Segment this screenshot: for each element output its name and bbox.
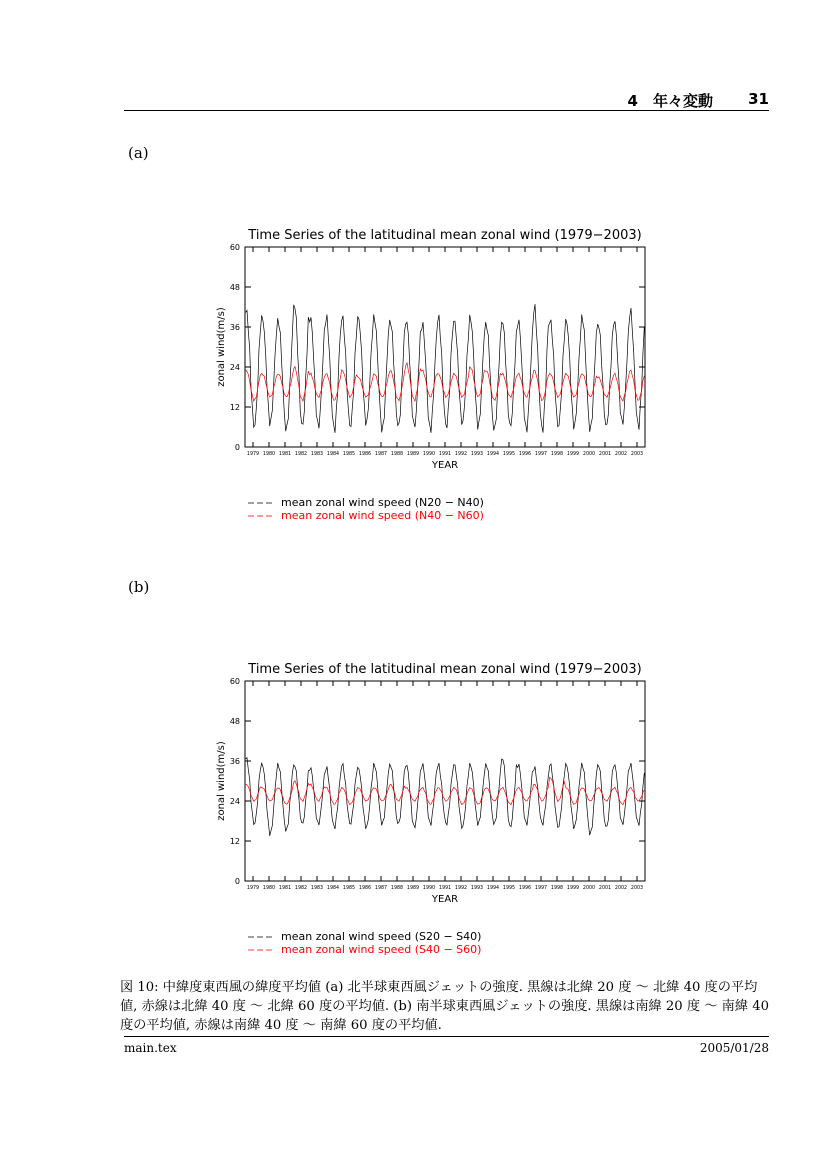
x-tick-label: 1993 bbox=[470, 886, 484, 891]
x-tick-label: 1984 bbox=[326, 886, 340, 891]
x-tick-label: 1986 bbox=[358, 886, 372, 891]
y-tick-label: 0 bbox=[234, 877, 240, 886]
x-tick-label: 1999 bbox=[566, 452, 580, 457]
x-tick-label: 1992 bbox=[454, 886, 468, 891]
x-tick-label: 2001 bbox=[598, 452, 612, 457]
y-tick-label: 60 bbox=[229, 677, 240, 686]
x-tick-label: 1981 bbox=[278, 886, 292, 891]
page-number: 31 bbox=[748, 90, 769, 108]
x-tick-label: 2002 bbox=[614, 886, 628, 891]
x-tick-label: 1993 bbox=[470, 452, 484, 457]
y-tick-label: 36 bbox=[229, 323, 240, 332]
x-tick-label: 1979 bbox=[246, 886, 260, 891]
x-tick-label: 1990 bbox=[422, 452, 436, 457]
x-tick-label: 1985 bbox=[342, 452, 356, 457]
figure-caption: 図 10: 中緯度東西風の緯度平均値 (a) 北半球東西風ジェットの強度. 黒線は北緯 20 度 〜 北緯 40 度の平均値, 赤線は北緯 40 度 〜 北緯 60 度の平均値. (b) 南半球東西風ジェットの強度. 黒線は南緯 20 度 〜 南緯 40 度の平均値, 赤線は南緯 40 度 〜 南緯 60 度の平均値. bbox=[120, 980, 769, 1033]
panel-label-b: (b) bbox=[128, 578, 150, 596]
x-tick-label: 1991 bbox=[438, 452, 452, 457]
x-tick-label: 1985 bbox=[342, 886, 356, 891]
x-tick-label: 1992 bbox=[454, 452, 468, 457]
x-tick-label: 2000 bbox=[582, 452, 596, 457]
x-tick-label: 1980 bbox=[262, 886, 276, 891]
y-tick-label: 48 bbox=[229, 283, 240, 292]
x-tick-label: 1996 bbox=[518, 886, 532, 891]
x-tick-label: 1980 bbox=[262, 452, 276, 457]
x-tick-label: 1983 bbox=[310, 886, 324, 891]
y-axis-label: zonal wind(m/s) bbox=[216, 741, 227, 821]
legend-label: mean zonal wind speed (S20 − S40) bbox=[281, 930, 482, 943]
x-tick-label: 1987 bbox=[374, 452, 388, 457]
y-tick-label: 0 bbox=[234, 443, 240, 452]
panel-label-a: (a) bbox=[128, 144, 149, 162]
series-line-black bbox=[246, 758, 645, 836]
footer-date: 2005/01/28 bbox=[699, 1041, 769, 1055]
x-tick-label: 1998 bbox=[550, 886, 564, 891]
x-tick-label: 1989 bbox=[406, 886, 420, 891]
chapter-title: 4 年々変動 bbox=[627, 92, 713, 110]
x-tick-label: 2000 bbox=[582, 886, 596, 891]
y-tick-label: 24 bbox=[229, 363, 240, 372]
x-tick-label: 1994 bbox=[486, 452, 500, 457]
x-tick-label: 1994 bbox=[486, 886, 500, 891]
x-axis-label: YEAR bbox=[431, 460, 459, 471]
x-tick-label: 1997 bbox=[534, 886, 548, 891]
x-tick-label: 2003 bbox=[630, 452, 644, 457]
x-tick-label: 1988 bbox=[390, 886, 404, 891]
x-tick-label: 1988 bbox=[390, 452, 404, 457]
x-tick-label: 1986 bbox=[358, 452, 372, 457]
x-tick-label: 1982 bbox=[294, 886, 308, 891]
x-tick-label: 1989 bbox=[406, 452, 420, 457]
y-axis-label: zonal wind(m/s) bbox=[216, 307, 227, 387]
y-tick-label: 48 bbox=[229, 717, 240, 726]
y-tick-label: 12 bbox=[229, 837, 240, 846]
footer-filename: main.tex bbox=[124, 1041, 177, 1055]
chart-title: Time Series of the latitudinal mean zonal wind (1979−2003) bbox=[248, 228, 642, 243]
x-tick-label: 1996 bbox=[518, 452, 532, 457]
y-tick-label: 12 bbox=[229, 403, 240, 412]
y-tick-label: 36 bbox=[229, 757, 240, 766]
y-tick-label: 60 bbox=[229, 243, 240, 252]
x-tick-label: 2001 bbox=[598, 886, 612, 891]
x-tick-label: 1987 bbox=[374, 886, 388, 891]
page-footer bbox=[124, 1036, 769, 1058]
x-tick-label: 2003 bbox=[630, 886, 644, 891]
x-tick-label: 1995 bbox=[502, 452, 516, 457]
series-line-black bbox=[246, 304, 645, 433]
chart-title: Time Series of the latitudinal mean zonal wind (1979−2003) bbox=[248, 662, 642, 677]
legend-label: mean zonal wind speed (S40 − S60) bbox=[281, 943, 482, 956]
x-tick-label: 1995 bbox=[502, 886, 516, 891]
x-tick-label: 1997 bbox=[534, 452, 548, 457]
x-tick-label: 1979 bbox=[246, 452, 260, 457]
y-tick-label: 24 bbox=[229, 797, 240, 806]
x-tick-label: 1990 bbox=[422, 886, 436, 891]
x-tick-label: 1982 bbox=[294, 452, 308, 457]
x-tick-label: 1998 bbox=[550, 452, 564, 457]
x-tick-label: 1999 bbox=[566, 886, 580, 891]
legend-label: mean zonal wind speed (N40 − N60) bbox=[281, 509, 484, 522]
x-tick-label: 2002 bbox=[614, 452, 628, 457]
x-tick-label: 1984 bbox=[326, 452, 340, 457]
x-tick-label: 1983 bbox=[310, 452, 324, 457]
x-axis-label: YEAR bbox=[431, 894, 459, 905]
x-tick-label: 1991 bbox=[438, 886, 452, 891]
legend-label: mean zonal wind speed (N20 − N40) bbox=[281, 496, 484, 509]
x-tick-label: 1981 bbox=[278, 452, 292, 457]
chart-b bbox=[0, 434, 826, 974]
